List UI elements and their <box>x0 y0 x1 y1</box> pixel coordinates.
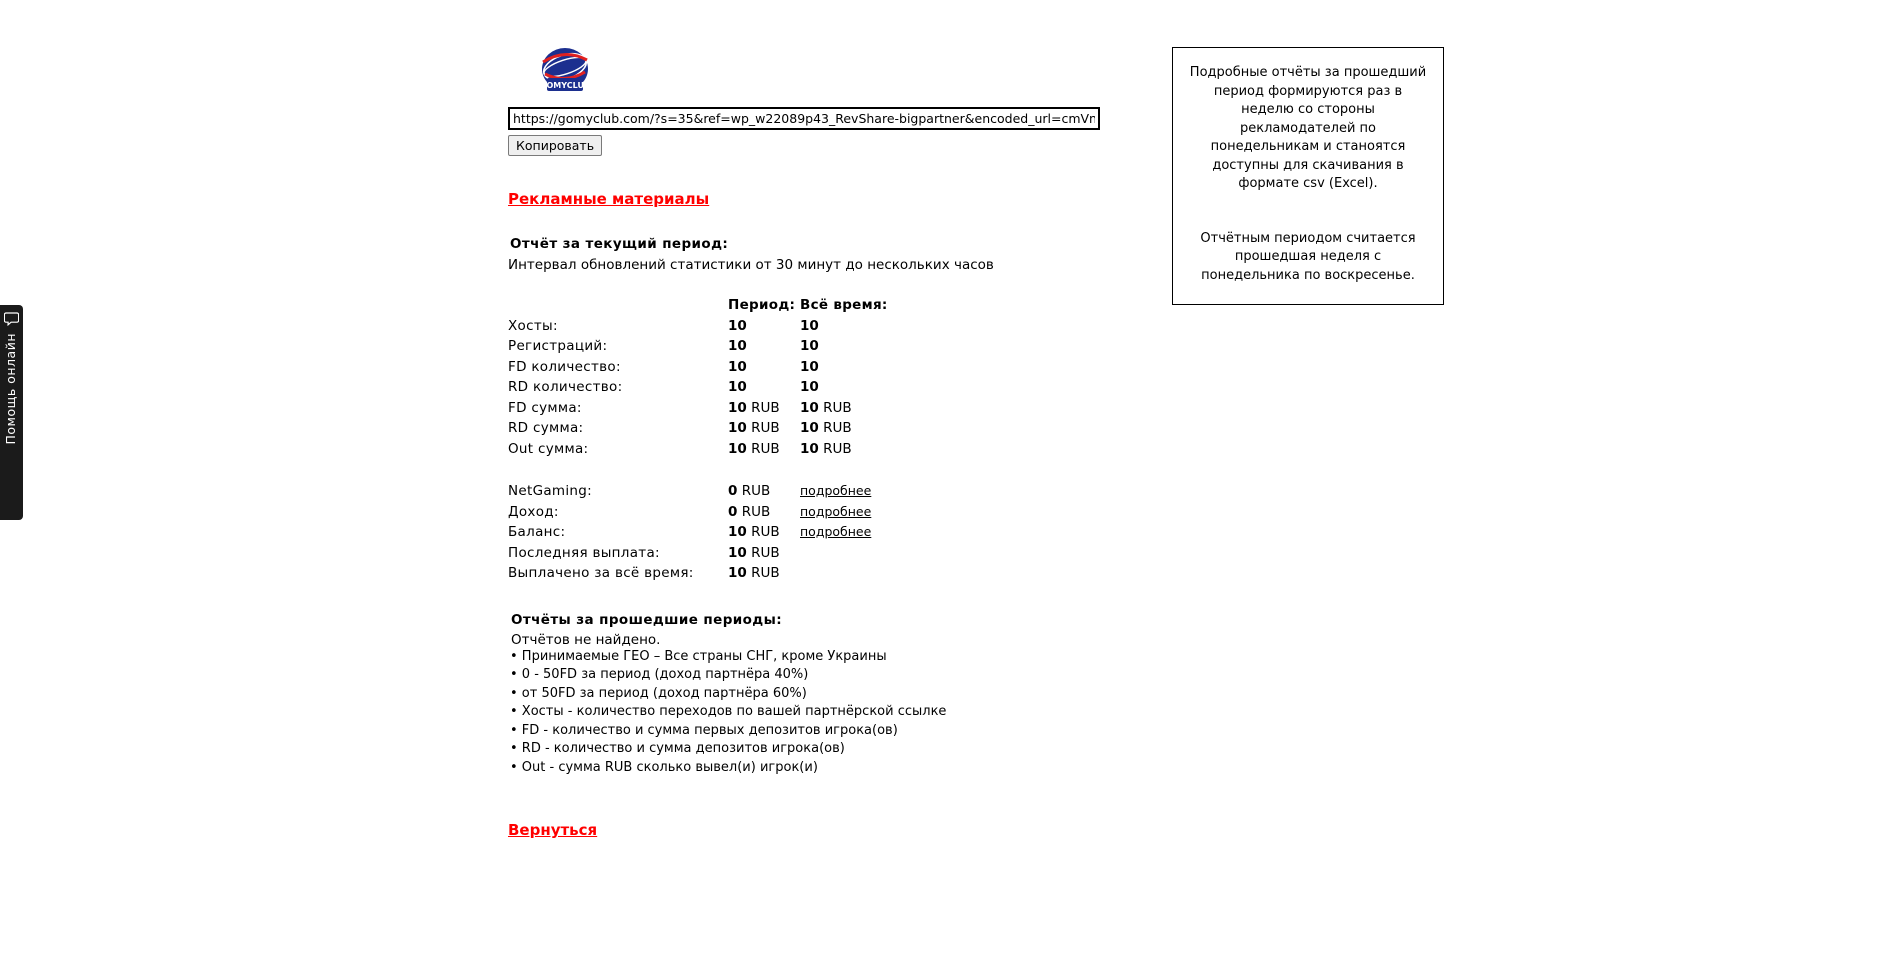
list-item: • Хосты - количество переходов по вашей партнёрской ссылке <box>510 704 947 719</box>
row-details <box>800 483 950 504</box>
list-item: • от 50FD за период (доход партнёра 60%) <box>510 685 807 701</box>
row-total <box>800 400 950 421</box>
table-spacer <box>508 461 950 483</box>
row-period <box>728 524 800 545</box>
row-period-currency: RUB <box>751 524 780 540</box>
row-period-value: 10 <box>728 338 747 354</box>
row-period-value: 0 <box>728 483 738 499</box>
row-total-value: 10 <box>800 440 819 457</box>
row-period-currency: RUB <box>751 399 780 416</box>
row-period-value: 10 <box>728 379 747 395</box>
row-label: Out сумма: <box>508 440 589 457</box>
stats-header-period: Период: <box>728 297 796 313</box>
row-period-value: 10 <box>728 440 747 457</box>
promo-materials-link[interactable]: Рекламные материалы <box>508 190 710 208</box>
details-link[interactable]: подробнее <box>800 503 872 519</box>
info-box <box>1172 47 1444 305</box>
help-online-tab[interactable] <box>0 305 23 520</box>
list-item: • 0 - 50FD за период (доход партнёра 40%) <box>510 667 809 682</box>
row-period-value: 10 <box>728 544 747 561</box>
row-total-value: 10 <box>800 379 819 395</box>
list-item: • FD - количество и сумма первых депозитов игрока(ов) <box>510 722 898 738</box>
past-periods-title: Отчёты за прошедшие периоды: <box>511 611 783 628</box>
row-period-value: 10 <box>728 524 747 540</box>
row-period-currency: RUB <box>741 483 771 499</box>
table-row <box>508 379 950 400</box>
row-period <box>728 565 800 586</box>
svg-text:GOMYCLUB: GOMYCLUB <box>539 81 591 90</box>
details-link[interactable]: подробнее <box>800 524 872 539</box>
row-period <box>728 545 800 566</box>
table-row <box>508 565 950 586</box>
row-label: Последняя выплата: <box>508 544 660 561</box>
table-row <box>508 441 950 462</box>
chat-bubble-icon <box>4 311 19 325</box>
table-row <box>508 524 950 545</box>
glossary-list <box>508 703 1148 777</box>
row-label: Доход: <box>508 503 559 520</box>
help-online-label: Помощь онлайн <box>3 333 19 445</box>
row-period-currency: RUB <box>751 544 780 561</box>
row-details <box>800 565 950 586</box>
row-details <box>800 524 950 545</box>
list-item: • Out - сумма RUB сколько вывел(и) игрок(и) <box>510 759 818 775</box>
table-row <box>508 504 950 525</box>
row-period-value: 10 <box>728 317 747 334</box>
stats-header-label <box>508 297 728 318</box>
stats-header-row <box>508 297 950 318</box>
row-period <box>728 379 800 400</box>
list-item: • RD - количество и сумма депозитов игрока(ов) <box>510 741 845 756</box>
referral-link-row <box>508 107 1148 156</box>
row-period <box>728 504 800 525</box>
row-total <box>800 318 950 339</box>
row-total <box>800 441 950 462</box>
row-period-currency: RUB <box>751 565 780 581</box>
gomyclub-logo <box>533 44 597 99</box>
row-period <box>728 318 800 339</box>
table-row <box>508 400 950 421</box>
referral-link-input[interactable] <box>508 107 1100 130</box>
row-details <box>800 504 950 525</box>
info-box-paragraph-2: Отчётным периодом считается прошедшая неделя с понедельника по воскресенье. <box>1200 230 1416 283</box>
row-period <box>728 483 800 504</box>
back-link[interactable]: Вернуться <box>508 821 598 839</box>
table-row <box>508 338 950 359</box>
table-row <box>508 420 950 441</box>
current-period-title: Отчёт за текущий период: <box>510 236 729 252</box>
row-label: Выплачено за всё время: <box>508 565 694 581</box>
past-periods-empty: Отчётов не найдено. <box>511 631 661 648</box>
row-period-value: 10 <box>728 399 747 416</box>
row-period-value: 0 <box>728 503 738 520</box>
row-total <box>800 338 950 359</box>
row-total-value: 10 <box>800 338 819 354</box>
row-label: Хосты: <box>508 317 558 334</box>
row-period-value: 10 <box>728 420 747 436</box>
row-period <box>728 400 800 421</box>
row-label: NetGaming: <box>508 483 593 499</box>
row-label: RD сумма: <box>508 420 584 436</box>
row-total-currency: RUB <box>823 399 852 416</box>
row-label: FD количество: <box>508 358 621 375</box>
list-item: • Принимаемые ГЕО – Все страны СНГ, кроме Украины <box>510 648 887 664</box>
copy-button[interactable]: Копировать <box>508 135 602 156</box>
row-details <box>800 545 950 566</box>
info-box-paragraph-1: Подробные отчёты за прошедший период формируются раз в неделю со стороны рекламодателей по понедельникам и станоятся доступны для скачивания в формате csv (Excel). <box>1189 65 1427 191</box>
terms-list <box>508 648 1148 704</box>
row-total-value: 10 <box>800 399 819 416</box>
table-row <box>508 318 950 339</box>
table-row <box>508 545 950 566</box>
row-total-value: 10 <box>800 358 819 375</box>
stats-update-note: Интервал обновлений статистики от 30 минут до нескольких часов <box>508 257 994 273</box>
row-label: FD сумма: <box>508 399 582 416</box>
row-label: RD количество: <box>508 379 623 395</box>
table-row <box>508 483 950 504</box>
row-total <box>800 379 950 400</box>
row-period <box>728 359 800 380</box>
row-total-currency: RUB <box>823 440 852 457</box>
row-period-value: 10 <box>728 565 747 581</box>
row-label: Баланс: <box>508 524 566 540</box>
row-total-value: 10 <box>800 420 819 436</box>
row-period <box>728 420 800 441</box>
row-period <box>728 338 800 359</box>
row-total <box>800 359 950 380</box>
table-row <box>508 359 950 380</box>
details-link[interactable]: подробнее <box>800 483 872 498</box>
row-period <box>728 441 800 462</box>
row-label: Регистраций: <box>508 338 608 354</box>
row-period-value: 10 <box>728 358 747 375</box>
row-total-value: 10 <box>800 317 819 334</box>
row-total <box>800 420 950 441</box>
row-period-currency: RUB <box>751 440 780 457</box>
row-period-currency: RUB <box>741 503 771 520</box>
row-total-currency: RUB <box>823 420 852 436</box>
row-period-currency: RUB <box>751 420 780 436</box>
stats-table <box>508 297 950 586</box>
stats-header-total: Всё время: <box>800 297 888 313</box>
main-column <box>508 0 1148 839</box>
